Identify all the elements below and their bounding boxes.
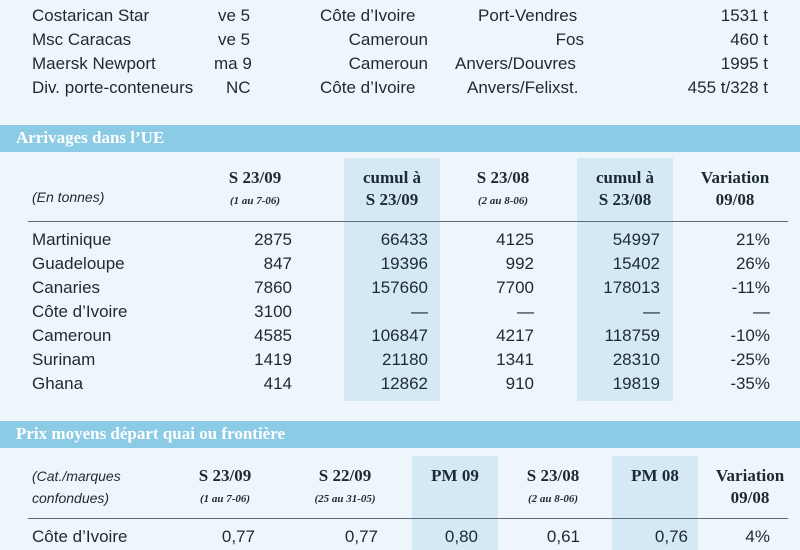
ship-port: Anvers/Felixst. — [467, 78, 579, 97]
ship-origin: Cameroun — [348, 54, 428, 73]
row-label: Ghana — [32, 374, 84, 393]
column-header: S 23/08 — [526, 466, 580, 485]
cell-value: 414 — [263, 374, 292, 393]
column-header: PM 08 — [631, 466, 679, 485]
cell-value: 0,61 — [546, 527, 580, 546]
row-label: Côte d’Ivoire — [32, 302, 128, 321]
cell-value: 1419 — [254, 350, 292, 369]
section-header-prices — [0, 421, 800, 448]
ship-day: ve 5 — [218, 6, 251, 25]
cell-value: 2875 — [254, 230, 292, 249]
ship-day: ve 5 — [218, 30, 251, 49]
cell-value: 106847 — [371, 326, 428, 345]
cell-value: 4125 — [496, 230, 534, 249]
column-subheader: (2 au 8-06) — [527, 493, 579, 505]
ship-origin: Cameroun — [348, 30, 428, 49]
cell-value: — — [643, 302, 660, 321]
section-header-arrivals — [0, 125, 800, 152]
cell-value: 0,76 — [654, 527, 688, 546]
ship-tonnage: 1531 t — [720, 6, 768, 25]
column-header: S 23/09 — [198, 466, 252, 485]
cell-value: 118759 — [604, 326, 660, 345]
cell-value: 7860 — [254, 278, 292, 297]
column-header: Variation — [700, 168, 770, 187]
cell-value: 157660 — [371, 278, 428, 297]
column-header: S 23/09 — [228, 168, 282, 187]
row-label: Côte d’Ivoire — [32, 527, 128, 546]
ship-tonnage: 1995 t — [720, 54, 768, 73]
row-label: Canaries — [32, 278, 101, 297]
cell-value: — — [753, 302, 770, 321]
cell-value: 178013 — [603, 278, 660, 297]
column-subheader: (25 au 31-05) — [314, 493, 376, 505]
cell-value: 15402 — [612, 254, 660, 273]
cell-value: 7700 — [496, 278, 534, 297]
column-header: PM 09 — [431, 466, 479, 485]
column-subheader: (1 au 7-06) — [199, 493, 251, 505]
column-header: S 23/09 — [365, 190, 419, 209]
row-label: Cameroun — [32, 326, 112, 345]
ship-port: Fos — [555, 30, 584, 49]
ship-origin: Côte d’Ivoire — [320, 78, 416, 97]
column-header: cumul à — [595, 168, 655, 187]
cell-value: 910 — [505, 374, 534, 393]
cell-value: 4217 — [496, 326, 534, 345]
section-title: Prix moyens départ quai ou frontière — [16, 424, 285, 443]
ship-name: Maersk Newport — [32, 54, 156, 73]
list-item — [0, 78, 800, 102]
column-subheader: (2 au 8-06) — [477, 195, 529, 207]
column-header: 09/08 — [730, 488, 770, 507]
cell-value: -11% — [731, 278, 770, 297]
ship-tonnage: 455 t/328 t — [687, 78, 768, 97]
cell-value: 0,80 — [444, 527, 478, 546]
list-item — [0, 30, 800, 54]
ship-name: Div. porte-conteneurs — [32, 78, 194, 97]
cell-value: 19396 — [380, 254, 428, 273]
cell-value: -25% — [730, 350, 770, 369]
cell-value: 992 — [505, 254, 534, 273]
cell-value: 21180 — [381, 350, 428, 369]
list-item — [0, 54, 800, 78]
ship-name: Msc Caracas — [32, 30, 132, 49]
cell-value: -10% — [730, 326, 770, 345]
ship-day: NC — [226, 78, 251, 97]
row-label: Surinam — [32, 350, 96, 369]
cell-value: 1341 — [496, 350, 534, 369]
cell-value: 26% — [735, 254, 770, 273]
ship-day: ma 9 — [214, 54, 252, 73]
cell-value: 28310 — [612, 350, 660, 369]
section-title: Arrivages dans l’UE — [16, 128, 165, 147]
column-header: S 22/09 — [318, 466, 372, 485]
unit-note: (En tonnes) — [32, 189, 105, 205]
category-note: (Cat./marques — [32, 468, 121, 484]
cell-value: 0,77 — [344, 527, 378, 546]
cell-value: 4% — [745, 527, 770, 546]
cell-value: 4585 — [254, 326, 292, 345]
ship-port: Port-Vendres — [478, 6, 578, 25]
ship-name: Costarican Star — [32, 6, 150, 25]
cell-value: -35% — [730, 374, 770, 393]
cell-value: — — [411, 302, 428, 321]
cell-value: — — [517, 302, 534, 321]
cell-value: 12862 — [380, 374, 428, 393]
cell-value: 19819 — [612, 374, 660, 393]
cell-value: 3100 — [254, 302, 292, 321]
column-header: Variation — [715, 466, 785, 485]
cell-value: 21% — [735, 230, 770, 249]
column-header: cumul à — [362, 168, 422, 187]
column-subheader: (1 au 7-06) — [229, 195, 281, 207]
column-header: S 23/08 — [476, 168, 530, 187]
row-label: Guadeloupe — [32, 254, 125, 273]
cell-value: 0,77 — [221, 527, 255, 546]
category-note: confondues) — [32, 490, 110, 506]
column-header: 09/08 — [715, 190, 755, 209]
column-header: S 23/08 — [598, 190, 652, 209]
cell-value: 66433 — [380, 230, 428, 249]
header-divider — [28, 221, 788, 222]
row-label: Martinique — [32, 230, 112, 249]
ship-origin: Côte d’Ivoire — [320, 6, 416, 25]
cell-value: 54997 — [612, 230, 660, 249]
cell-value: 847 — [263, 254, 292, 273]
list-item — [0, 6, 800, 30]
ship-tonnage: 460 t — [730, 30, 768, 49]
header-divider — [28, 518, 788, 519]
ship-port: Anvers/Douvres — [455, 54, 576, 73]
